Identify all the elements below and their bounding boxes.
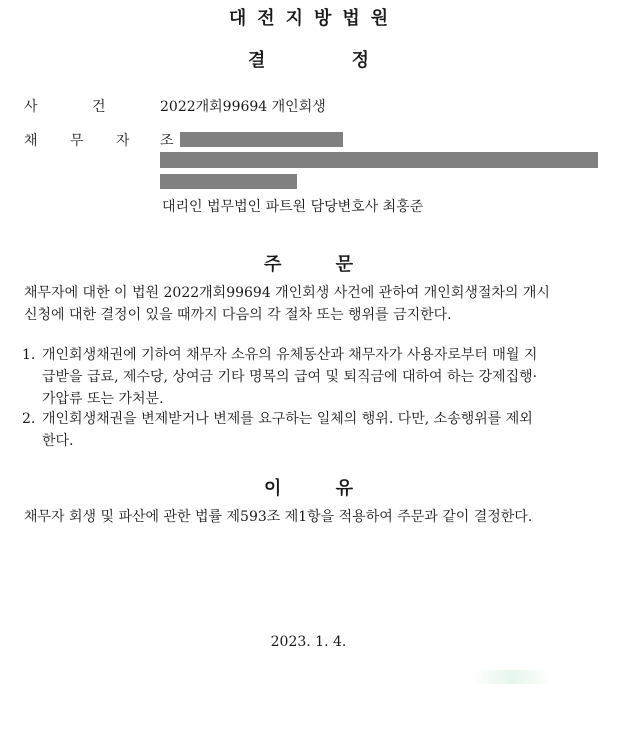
redacted-debtor-name [180, 132, 343, 147]
order-item-number: 1. [22, 347, 36, 363]
debtor-label: 채 무 자 [24, 133, 134, 149]
redacted-debtor-address-line-1 [160, 152, 598, 168]
order-item-line: 급받을 급료, 제수당, 상여금 기타 명목의 급여 및 퇴직금에 대하여 하는 강제집행· [42, 369, 538, 385]
order-heading: 주 문 [263, 254, 354, 275]
order-item-number: 2. [22, 411, 36, 427]
redacted-debtor-address-line-2 [160, 174, 297, 189]
order-intro-line: 신청에 대한 결정이 있을 때까지 다음의 각 절차 또는 행위를 금지한다. [24, 307, 452, 323]
order-intro [24, 282, 550, 326]
debtor-representative: 대리인 법무법인 파트원 담당변호사 최홍준 [162, 199, 424, 215]
debtor-name-prefix: 조 [160, 133, 174, 149]
order-item-2 [22, 408, 533, 452]
case-number: 2022개회99694 개인회생 [160, 99, 326, 115]
reason-heading: 이 유 [263, 478, 354, 499]
document-type-title: 결 정 [247, 50, 370, 71]
order-item-line: 한다. [42, 433, 74, 449]
order-item-1 [22, 344, 537, 410]
reason-text: 채무자 회생 및 파산에 관한 법률 제593조 제1항을 적용하여 주문과 같이 결정한다. [24, 509, 533, 525]
decision-date: 2023. 1. 4. [270, 634, 347, 650]
order-item-line: 가압류 또는 가처분. [42, 391, 164, 407]
order-item-line: 개인회생채권에 기하여 채무자 소유의 유체동산과 채무자가 사용자로부터 매월 지 [42, 347, 538, 363]
case-label: 사 건 [24, 99, 110, 115]
order-item-line: 개인회생채권을 변제받거나 변제를 요구하는 일체의 행위. 다만, 소송행위를 제외 [42, 411, 533, 427]
court-name: 대전지방법원 [228, 8, 400, 29]
faint-stamp-mark [472, 670, 552, 684]
order-intro-line: 채무자에 대한 이 법원 2022개회99694 개인회생 사건에 관하여 개인회생절차의 개시 [24, 285, 550, 301]
